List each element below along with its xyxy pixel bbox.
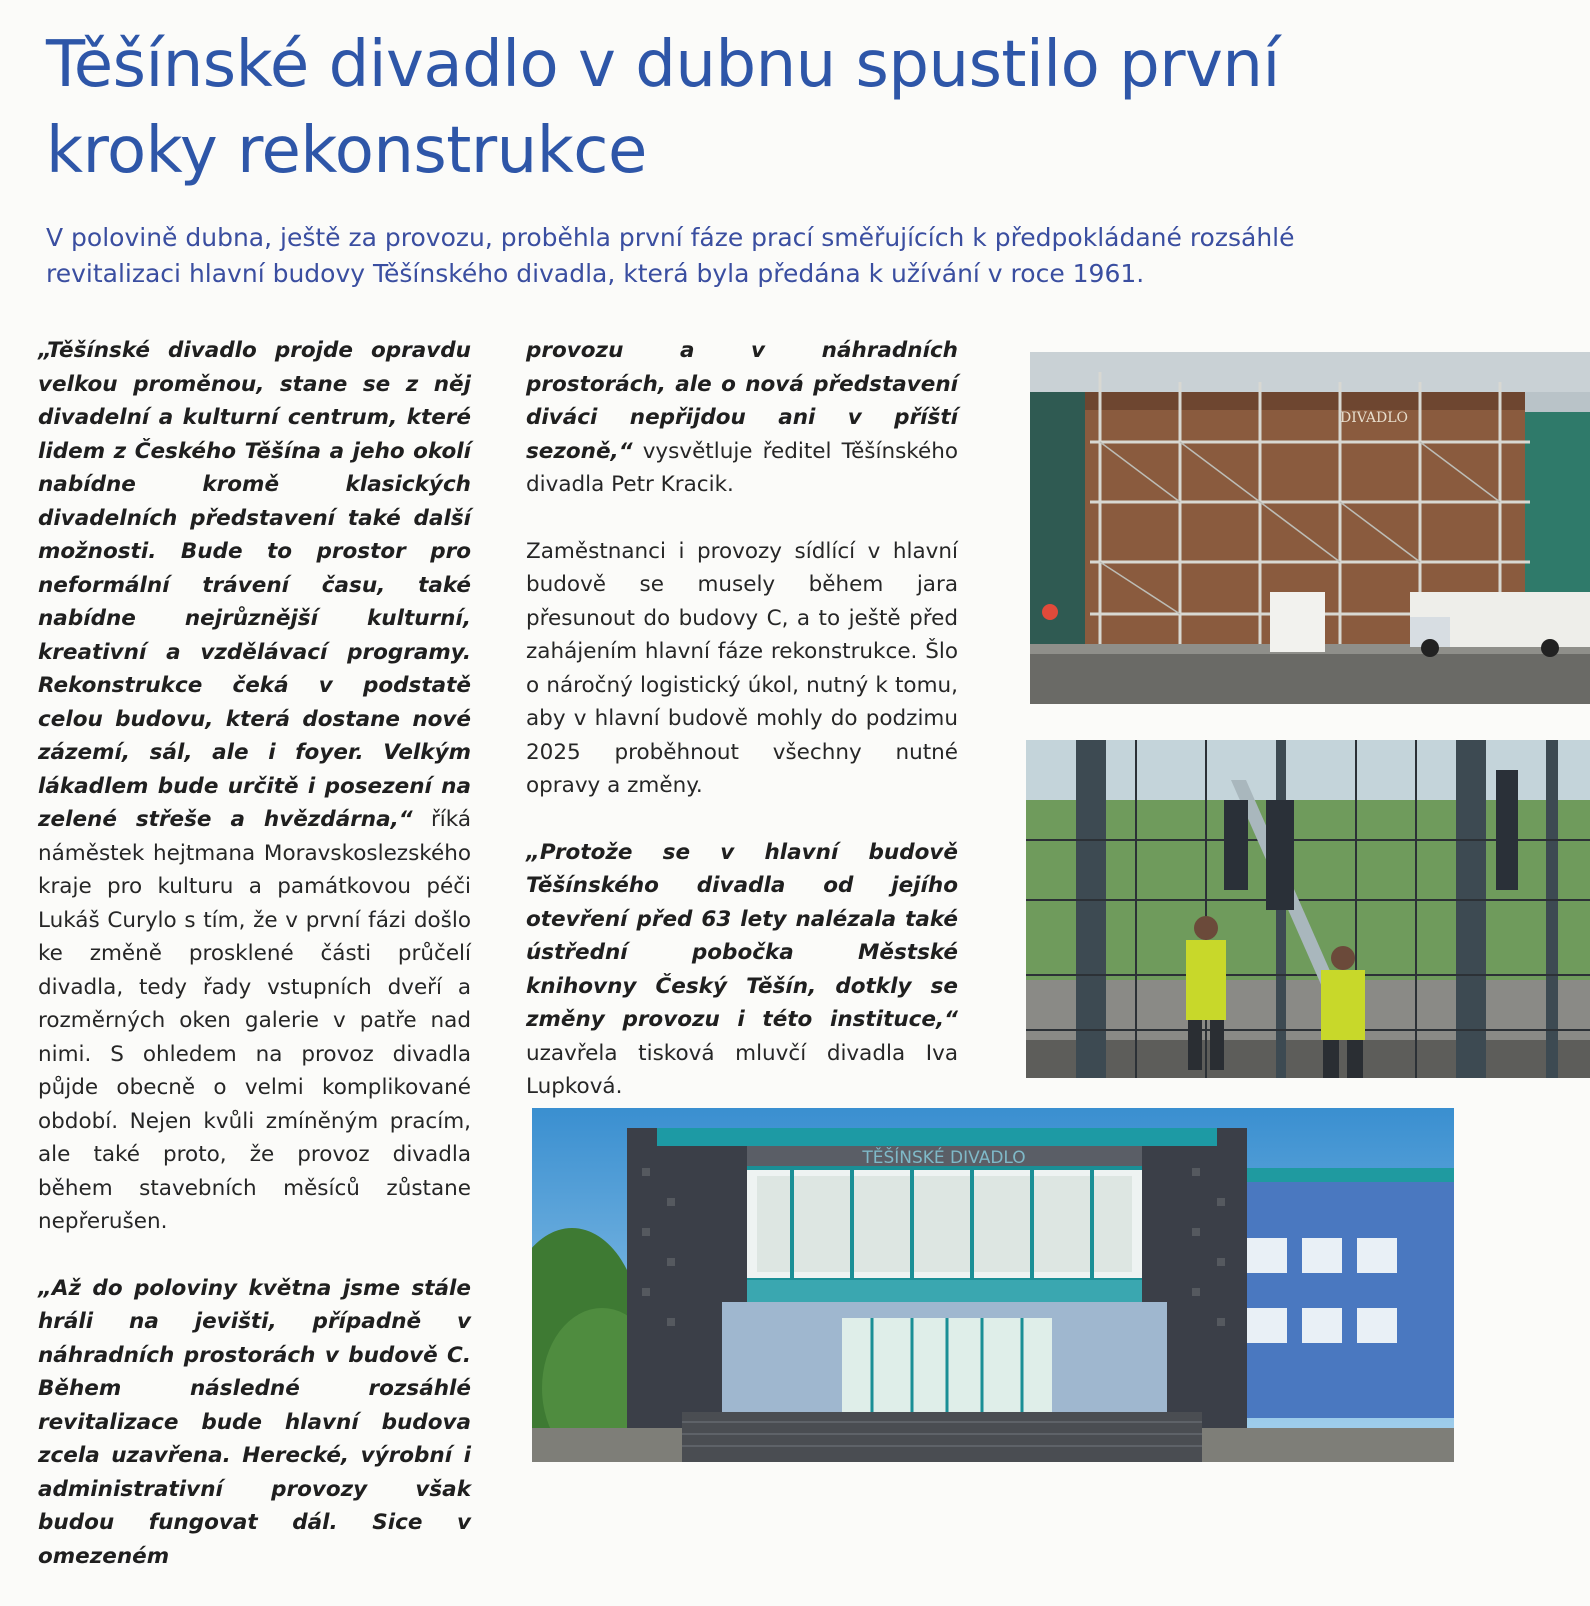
quote-text: provozu a v náhradních prostorách, ale o nová představení diváci nepřijdou ani v příští sezoně,“ bbox=[526, 338, 958, 464]
body-text: uzavřela tisková mluvčí divadla Iva Lupková. bbox=[526, 1040, 958, 1099]
sign-text: TĚŠÍNSKÉ DIVADLO bbox=[862, 1148, 1026, 1168]
quote-text: „Těšínské divadlo projde opravdu velkou proměnou, stane se z něj divadelní a kulturní centrum, které lidem z Českého Těšína a jeho okolí nabídne kromě klasických divadelních představení také další možnosti. Bude to prostor pro neformální trávení času, také nabídne nejrůznější kulturní, kreativní a vzdělávací programy. Rekonstrukce čeká v podstatě celou budovu, která dostane nové zázemí, sál, ale i foyer. Velkým lákadlem bude určitě i posezení na zelené střeše a hvězdárna,“ bbox=[38, 338, 471, 832]
visualization-reconstructed-theatre bbox=[532, 1108, 1454, 1462]
column-middle bbox=[526, 334, 958, 1172]
sign-text: DIVADLO bbox=[1340, 410, 1409, 426]
article-headline: Těšínské divadlo v dubnu spustilo první kroky rekonstrukce bbox=[46, 28, 1280, 188]
photo-workers-illustration bbox=[1026, 740, 1590, 1078]
paragraph bbox=[526, 836, 958, 1140]
quote-text: „Protože se v hlavní budově Těšínského divadla od jejího otevření před 63 lety nalézala také ústřední pobočka Městské knihovny Český Těšín, dotkly se změny provozu i této instituce,“ bbox=[526, 839, 958, 1032]
visualization-illustration bbox=[532, 1108, 1454, 1462]
quote-text: „Až do poloviny května jsme stále hráli na jevišti, případně v náhradních prostorách v budově C. Během následné rozsáhlé revitalizace bude hlavní budova zcela uzavřena. Herecké, výrobní i administrativní provozy však budou fungovat dál. Sice v omezeném bbox=[38, 1275, 471, 1569]
body-text: Zaměstnanci i provozy sídlící v hlavní budově se musely během jara přesunout do budovy C, a to ještě před zahájením hlavní fáze rekonstrukce. Šlo o náročný logistický úkol, nutný k tomu, aby v hlavní budově mohly do podzimu 2025 proběhnout všechny nutné opravy a změny. bbox=[526, 538, 958, 798]
paragraph bbox=[38, 334, 471, 1239]
body-text: říká náměstek hejtmana Moravskoslezského kraje pro kulturu a památkovou péči Lukáš Curylo s tím, že v první fázi došlo ke změně prosklené části průčelí divadla, tedy řady vstupních dveří a rozměrných oken galerie v patře nad nimi. S ohledem na provoz divadla půjde obecně o velmi komplikované období. Nejen kvůli zmíněným pracím, ale také proto, že provoz divadla během stavebních měsíců zůstane nepřerušen. bbox=[38, 807, 471, 1234]
paragraph bbox=[38, 1272, 471, 1574]
photo-building-scaffolding bbox=[1030, 352, 1590, 704]
column-left bbox=[38, 334, 471, 1606]
article-lead: V polovině dubna, ještě za provozu, proběhla první fáze prací směřujících k předpokládané rozsáhlé revitalizaci hlavní budovy Těšínského divadla, která byla předána k užívání v roce 1961. bbox=[46, 223, 1295, 288]
photo-scaffolding-illustration bbox=[1030, 352, 1590, 704]
photo-workers-installation bbox=[1026, 740, 1590, 1078]
paragraph bbox=[526, 334, 958, 502]
paragraph bbox=[526, 535, 958, 803]
body-text: vysvětluje ředitel Těšínského divadla Petr Kracik. bbox=[526, 438, 959, 497]
